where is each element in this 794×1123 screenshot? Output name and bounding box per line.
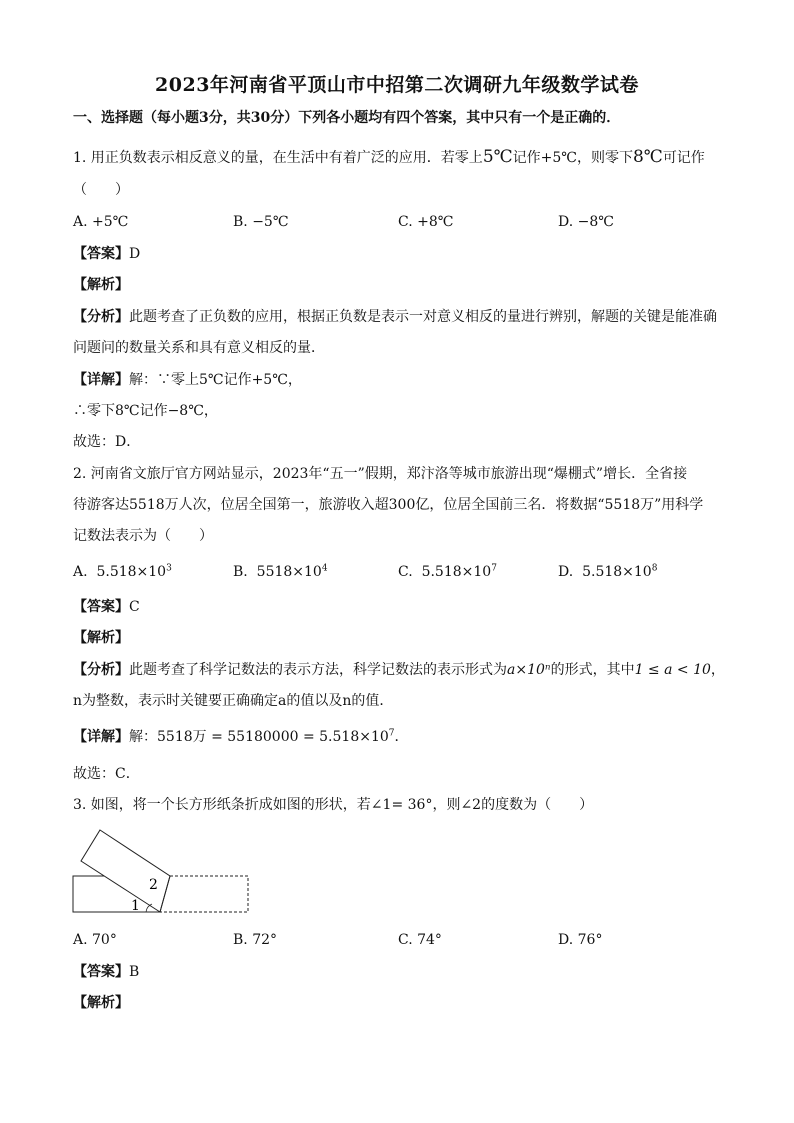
q2-stem-1: 2. 河南省文旅厅官方网站显示，2023年“五一”假期，郑汴洛等城市旅游出现“爆棚式”增长．全省接 <box>73 466 688 482</box>
q2-fenxi-text-c: 的形式，其中 <box>550 662 635 678</box>
q3-angle-label-2: 2 <box>149 877 158 893</box>
q2-fenxi-text-a: 此题考查了科学记数法的表示方法，科学记数法的表示形式为 <box>129 662 507 678</box>
q3-strip-dashed <box>160 876 248 912</box>
q2-xiangjie-end: ． <box>394 729 409 745</box>
q1-option-c: C. +8℃ <box>398 214 454 230</box>
q1-xiangjie-tag: 【详解】 <box>73 372 129 388</box>
q2-option-a-exp: 3 <box>166 563 172 574</box>
q1-fenxi-1 <box>73 307 723 327</box>
q2-option-d <box>558 562 657 582</box>
q1-temp-1: 5℃ <box>482 147 513 167</box>
section-heading: 一、选择题（每小题3分，共30分）下列各小题均有四个答案，其中只有一个是正确的． <box>73 110 621 126</box>
q1-option-d: D. −8℃ <box>558 214 614 230</box>
q2-xiangjie-exp: 7 <box>388 728 395 739</box>
q2-fenxi-formula: a×10ⁿ <box>507 662 551 678</box>
q1-xiangjie-1 <box>73 370 723 390</box>
q2-fenxi-text-e: ， <box>710 662 725 678</box>
q2-option-c-base: 5.518×10 <box>421 564 492 580</box>
q1-xiangjie-2: ∴零下8℃记作−8℃， <box>73 403 218 419</box>
q3-option-a: A. 70° <box>73 932 117 948</box>
q1-fenxi-text: 此题考查了正负数的应用，根据正负数是表示一对意义相反的量进行辨别，解题的关键是能准确 <box>129 309 717 325</box>
q1-text-c: 可记作 <box>662 150 705 166</box>
q2-option-d-exp: 8 <box>651 563 658 574</box>
q3-answer-tag: 【答案】 <box>73 964 129 980</box>
q2-option-b-label: B. <box>233 564 248 580</box>
q2-option-b-exp: 4 <box>321 563 328 574</box>
q3-angle-label-1: 1 <box>131 898 140 914</box>
q2-option-d-label: D. <box>558 564 574 580</box>
q3-option-d: D. 76° <box>558 932 603 948</box>
q1-text-b: 记作+5℃，则零下 <box>512 150 633 166</box>
q3-figure <box>70 826 270 926</box>
q2-stem-2: 待游客达5518万人次，位居全国第一，旅游收入超300亿，位居全国前三名．将数据“5518万”用科学 <box>73 497 704 513</box>
q2-jiexi: 【解析】 <box>73 630 129 646</box>
q3-option-b: B. 72° <box>233 932 278 948</box>
q2-option-b-base: 5518×10 <box>256 564 322 580</box>
q1-jiexi: 【解析】 <box>73 277 129 293</box>
q1-xiangjie-text: 解：∵零上5℃记作+5℃， <box>129 372 302 388</box>
q2-option-c-label: C. <box>398 564 413 580</box>
q3-jiexi: 【解析】 <box>73 995 129 1011</box>
q1-option-a: A. +5℃ <box>73 214 129 230</box>
q2-option-a-base: 5.518×10 <box>96 564 167 580</box>
q1-option-b: B. −5℃ <box>233 214 289 230</box>
q2-fenxi-range: 1 ≤ a < 10 <box>634 662 711 678</box>
q1-answer-value: D <box>129 246 141 262</box>
q1-answer-tag: 【答案】 <box>73 246 129 262</box>
q3-option-c: C. 74° <box>398 932 442 948</box>
q3-answer-value: B <box>129 964 140 980</box>
q2-fenxi-2: n为整数，表示时关键要正确确定a的值以及n的值． <box>73 693 394 709</box>
q1-fenxi-2: 问题问的数量关系和具有意义相反的量． <box>73 340 325 356</box>
q1-text-a: 1. 用正负数表示相反意义的量，在生活中有着广泛的应用．若零上 <box>73 150 483 166</box>
q1-fenxi-tag: 【分析】 <box>73 309 129 325</box>
q1-choose: 故选：D． <box>73 434 141 450</box>
q3-strip-folded <box>81 830 170 912</box>
q1-paren: （ ） <box>73 182 129 198</box>
q2-option-b <box>233 562 328 582</box>
q2-option-c-exp: 7 <box>491 563 497 574</box>
q2-xiangjie-tag: 【详解】 <box>73 729 129 745</box>
q2-stem-3: 记数法表示为（ ） <box>73 528 213 544</box>
q2-xiangjie <box>73 727 723 747</box>
q2-option-a <box>73 562 172 582</box>
q2-xiangjie-text: 解：5518万 = 55180000 = 5.518×10 <box>129 729 389 745</box>
q3-answer <box>73 962 723 982</box>
q2-answer-tag: 【答案】 <box>73 599 129 615</box>
q2-option-c <box>398 562 497 582</box>
q1-answer <box>73 244 723 264</box>
q1-stem <box>73 147 723 168</box>
q2-fenxi-1 <box>73 660 723 680</box>
q3-stem: 3. 如图，将一个长方形纸条折成如图的形状，若∠1= 36°，则∠2的度数为（ ） <box>73 797 594 813</box>
q2-fenxi-tag: 【分析】 <box>73 662 129 678</box>
q2-choose: 故选：C． <box>73 766 140 782</box>
q2-option-d-base: 5.518×10 <box>582 564 652 580</box>
q2-option-a-label: A. <box>73 564 88 580</box>
q2-answer-value: C <box>129 599 140 615</box>
page-title: 2023年河南省平顶山市中招第二次调研九年级数学试卷 <box>155 74 639 96</box>
q2-answer <box>73 597 723 617</box>
q1-temp-2: 8℃ <box>632 147 663 167</box>
